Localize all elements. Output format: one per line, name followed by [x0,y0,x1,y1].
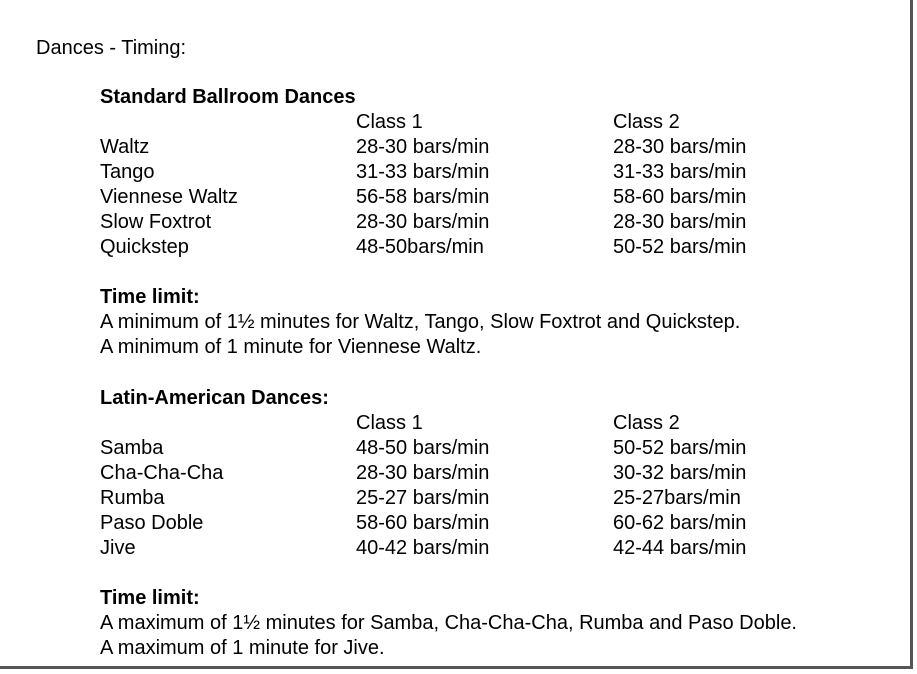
column-header-row [100,411,890,436]
latin-american-section [100,386,890,561]
dance-name: Cha-Cha-Cha [100,462,224,484]
class-1-tempo: 28-30 bars/min [356,136,490,158]
dance-name: Slow Foxtrot [100,211,212,233]
dance-name: Samba [100,437,164,459]
column-header-class-2: Class 2 [613,412,680,434]
latin-time-limit [100,586,890,661]
dance-name: Tango [100,161,155,183]
table-row [100,185,890,210]
table-row [100,486,890,511]
standard-ballroom-section [100,85,890,260]
class-1-tempo: 28-30 bars/min [356,462,490,484]
table-row [100,436,890,461]
table-row [100,536,890,561]
class-1-tempo: 28-30 bars/min [356,211,490,233]
latin-american-heading: Latin-American Dances: [100,387,329,409]
dance-name: Rumba [100,487,165,509]
class-1-tempo: 40-42 bars/min [356,537,490,559]
class-1-tempo: 25-27 bars/min [356,487,490,509]
class-2-tempo: 50-52 bars/min [613,437,747,459]
table-row [100,235,890,260]
dance-name: Viennese Waltz [100,186,238,208]
dance-name: Quickstep [100,236,189,258]
time-limit-heading: Time limit: [100,587,200,609]
class-1-tempo: 56-58 bars/min [356,186,490,208]
table-row [100,461,890,486]
standard-ballroom-heading: Standard Ballroom Dances [100,86,356,108]
table-row [100,511,890,536]
column-header-class-2: Class 2 [613,111,680,133]
class-2-tempo: 50-52 bars/min [613,236,747,258]
table-row [100,210,890,235]
time-limit-line: A minimum of 1 minute for Viennese Waltz. [100,336,482,358]
class-2-tempo: 30-32 bars/min [613,462,747,484]
class-1-tempo: 48-50 bars/min [356,437,490,459]
column-header-row [100,110,890,135]
column-header-dance [100,411,356,436]
dance-name: Paso Doble [100,512,204,534]
table-row [100,135,890,160]
column-header-class-1: Class 1 [356,412,423,434]
time-limit-line: A minimum of 1½ minutes for Waltz, Tango, Slow Foxtrot and Quickstep. [100,311,741,333]
standard-time-limit [100,285,890,360]
column-header-class-1: Class 1 [356,111,423,133]
dance-name: Jive [100,537,136,559]
time-limit-line: A maximum of 1½ minutes for Samba, Cha-Cha-Cha, Rumba and Paso Doble. [100,612,797,634]
time-limit-line: A maximum of 1 minute for Jive. [100,637,385,659]
column-header-dance [100,110,356,135]
class-1-tempo: 48-50bars/min [356,236,484,258]
class-2-tempo: 58-60 bars/min [613,186,747,208]
class-2-tempo: 60-62 bars/min [613,512,747,534]
class-2-tempo: 28-30 bars/min [613,136,747,158]
class-2-tempo: 42-44 bars/min [613,537,747,559]
class-1-tempo: 58-60 bars/min [356,512,490,534]
class-1-tempo: 31-33 bars/min [356,161,490,183]
time-limit-heading: Time limit: [100,286,200,308]
document-title: Dances - Timing: [36,37,187,59]
class-2-tempo: 25-27bars/min [613,487,741,509]
class-2-tempo: 28-30 bars/min [613,211,747,233]
class-2-tempo: 31-33 bars/min [613,161,747,183]
dance-name: Waltz [100,136,150,158]
table-row [100,160,890,185]
